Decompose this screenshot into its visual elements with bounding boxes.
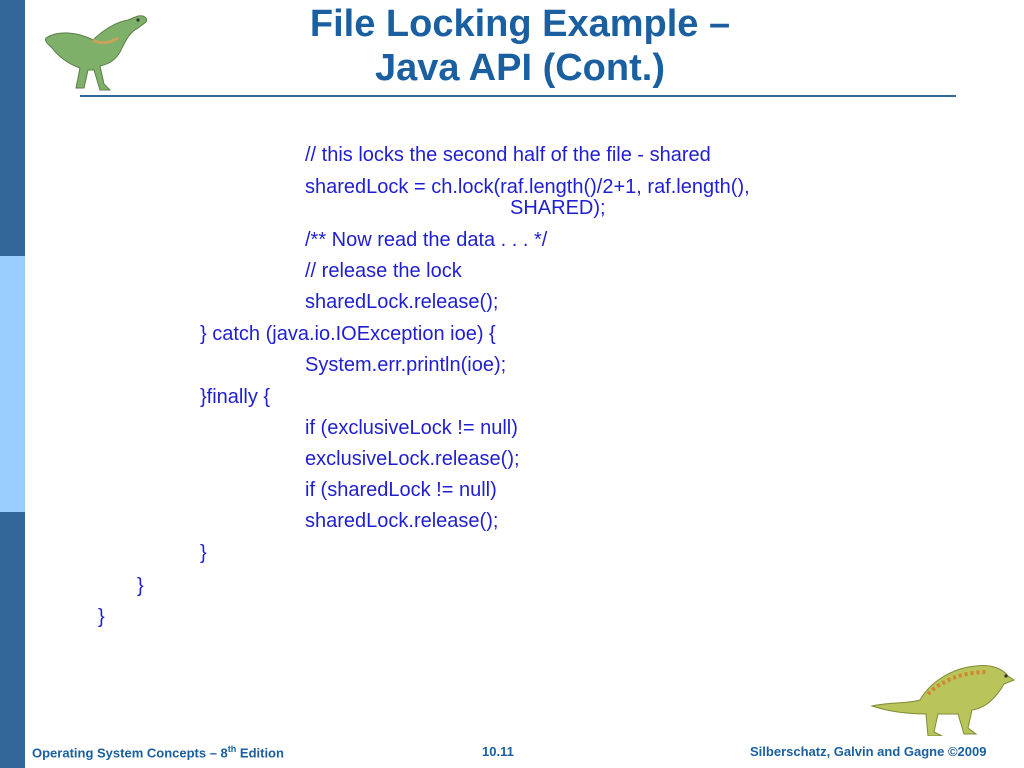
title-divider <box>80 95 956 97</box>
code-line: if (sharedLock != null) <box>305 479 497 501</box>
code-line: sharedLock.release(); <box>305 510 499 532</box>
dinosaur-icon <box>38 8 158 96</box>
footer-edition-sup: th <box>227 744 237 754</box>
footer-book-title-text: Operating System Concepts – 8 <box>32 745 228 761</box>
code-line: } catch (java.io.IOException ioe) { <box>200 323 496 345</box>
sidebar-stripe <box>0 0 25 768</box>
code-line: exclusiveLock.release(); <box>305 448 520 470</box>
code-line: if (exclusiveLock != null) <box>305 417 518 439</box>
code-line: } <box>137 575 144 597</box>
footer-slide-number: 10.11 <box>482 744 514 759</box>
sidebar-segment-middle <box>0 256 25 512</box>
page-title <box>180 2 860 90</box>
code-line: } <box>98 606 105 628</box>
code-line: // this locks the second half of the file - shared <box>305 144 711 166</box>
sidebar-segment-top <box>0 0 25 256</box>
footer-edition-suffix: Edition <box>236 745 284 761</box>
code-line: } <box>200 542 207 564</box>
code-line: SHARED); <box>510 197 606 219</box>
code-line: }finally { <box>200 386 271 408</box>
footer-book-title <box>32 744 284 760</box>
code-line: sharedLock = ch.lock(raf.length()/2+1, raf.length(), <box>305 176 750 198</box>
footer-divider <box>25 736 1024 737</box>
footer-copyright: Silberschatz, Galvin and Gagne ©2009 <box>750 744 987 759</box>
code-line: /** Now read the data . . . */ <box>305 229 548 251</box>
code-line: sharedLock.release(); <box>305 291 499 313</box>
code-line: // release the lock <box>305 260 462 282</box>
title-line-1: File Locking Example – <box>309 3 731 45</box>
code-line: System.err.println(ioe); <box>305 354 507 376</box>
title-line-2: Java API (Cont.) <box>375 47 665 89</box>
sidebar-segment-bottom <box>0 512 25 768</box>
dinosaur-icon <box>868 658 1018 738</box>
